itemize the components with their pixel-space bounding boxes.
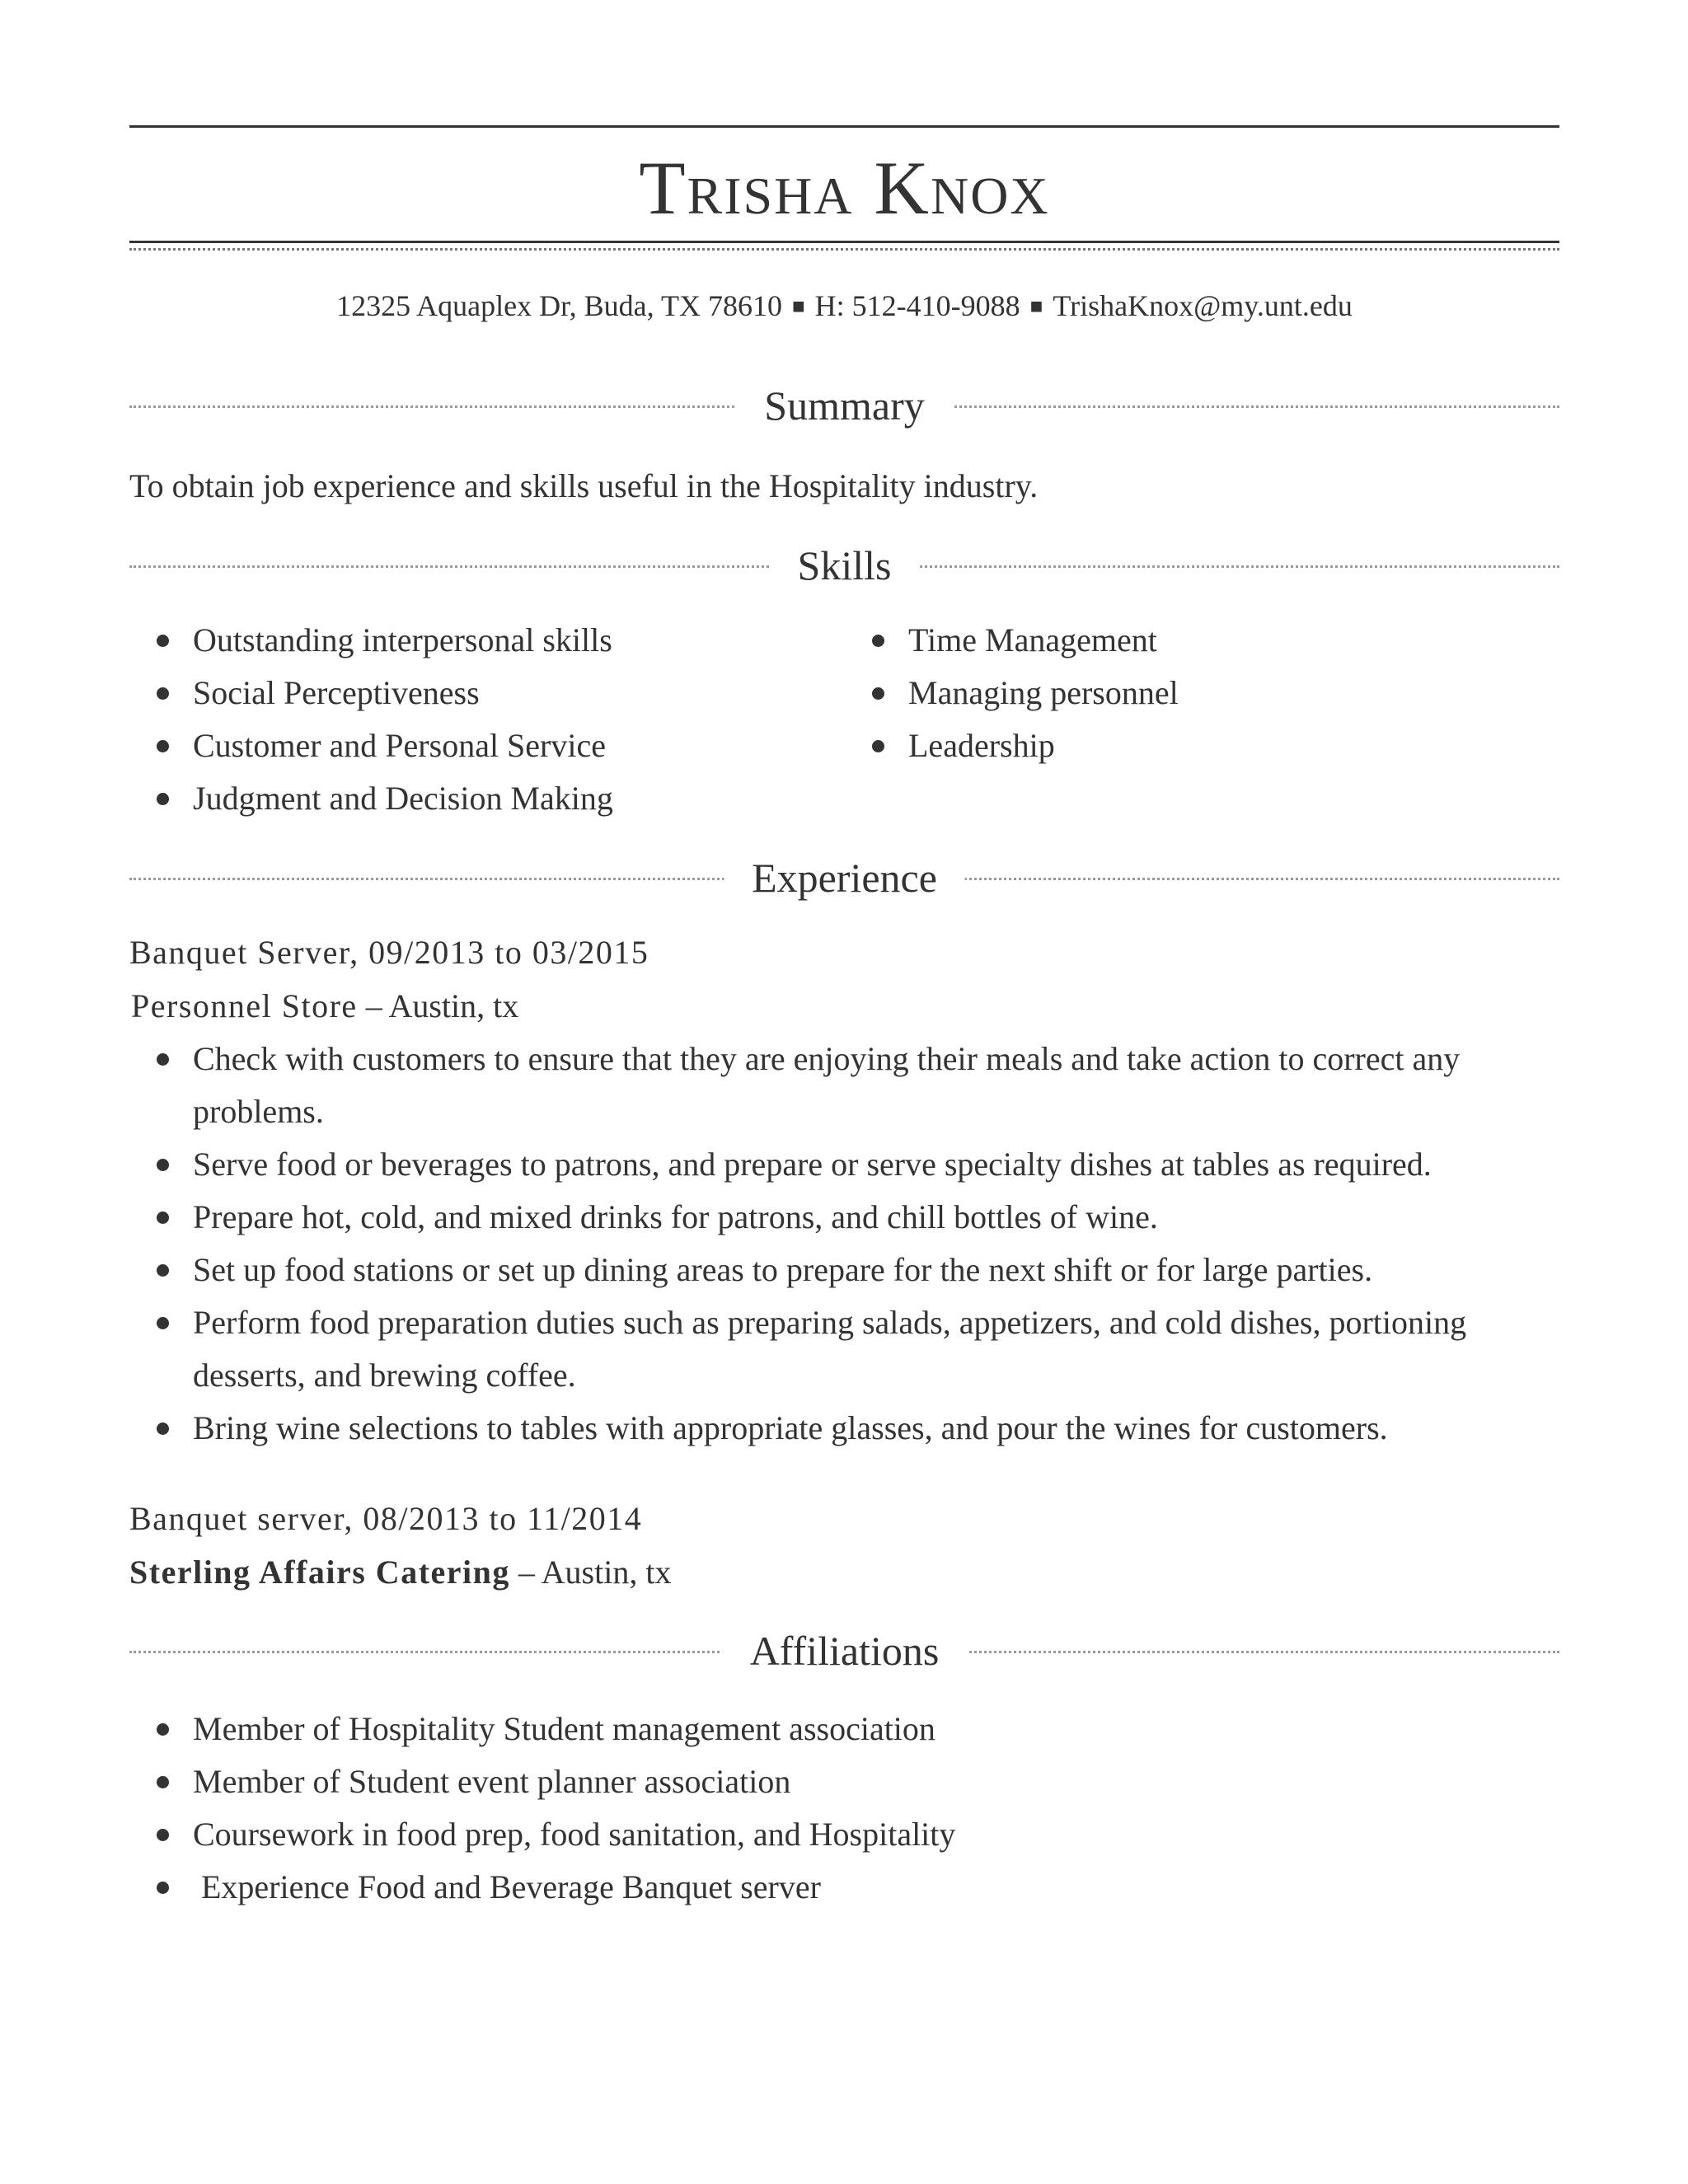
affiliation-item: Experience Food and Beverage Banquet server: [129, 1861, 1559, 1914]
skills-heading: [129, 541, 1559, 590]
employer-line: [131, 980, 518, 1033]
bullet-icon: [157, 687, 169, 700]
skill-item: Social Perceptiveness: [129, 667, 838, 719]
duty-item: Perform food preparation duties such as preparing salads, appetizers, and cold dishes, portioning desserts, and brewing coffee.: [129, 1296, 1559, 1402]
duty-item: Set up food stations or set up dining areas to prepare for the next shift or for large parties.: [129, 1244, 1559, 1296]
email: TrishaKnox@my.unt.edu: [1053, 289, 1353, 322]
bullet-icon: [872, 740, 884, 752]
affiliation-item: Member of Hospitality Student management association: [129, 1703, 1559, 1755]
summary-text: To obtain job experience and skills useful in the Hospitality industry.: [129, 467, 1039, 504]
bullet-icon: [157, 1882, 169, 1894]
job-location: – Austin, tx: [509, 1554, 672, 1591]
bullet-icon: [157, 1212, 169, 1224]
section-title: Experience: [724, 853, 965, 902]
skill-item: Judgment and Decision Making: [129, 772, 838, 825]
bullet-icon: [157, 793, 169, 805]
company-name: Sterling Affairs Catering: [129, 1554, 510, 1591]
experience-heading: [129, 853, 1559, 902]
contact-line: [129, 286, 1559, 329]
header-bottom-dotted-rule: [129, 248, 1559, 251]
employer-line: [129, 1546, 671, 1599]
skill-item: Leadership: [845, 719, 1554, 772]
bullet-icon: [872, 635, 884, 647]
duty-item: Check with customers to ensure that they are enjoying their meals and take action to correct any problems.: [129, 1033, 1559, 1138]
bullet-icon: [157, 635, 169, 647]
section-title: Affiliations: [722, 1626, 968, 1675]
skills-list-left: [129, 614, 838, 825]
bullet-icon: [157, 1159, 169, 1171]
bullet-icon: [157, 1317, 169, 1329]
header-top-rule: [129, 125, 1559, 128]
bullet-icon: [157, 1776, 169, 1788]
affiliations-list: [129, 1703, 1559, 1914]
duty-item: Bring wine selections to tables with appropriate glasses, and pour the wines for customers.: [129, 1402, 1559, 1455]
skill-item: Outstanding interpersonal skills: [129, 614, 838, 667]
skill-item: Managing personnel: [845, 667, 1554, 719]
job-title-line: Banquet server, 08/2013 to 11/2014: [129, 1500, 643, 1537]
skill-item: Time Management: [845, 614, 1554, 667]
affiliations-heading: [129, 1626, 1559, 1675]
skill-item: Customer and Personal Service: [129, 719, 838, 772]
job-duties-list: [129, 1033, 1559, 1455]
duty-item: Serve food or beverages to patrons, and prepare or serve specialty dishes at tables as required.: [129, 1138, 1559, 1191]
job-location: – Austin, tx: [357, 987, 519, 1024]
skills-list-right: [845, 614, 1554, 772]
bullet-icon: [157, 740, 169, 752]
company-name: Personnel Store: [131, 987, 358, 1024]
bullet-icon: [157, 1053, 169, 1066]
bullet-icon: [157, 1264, 169, 1277]
bullet-icon: [157, 1422, 169, 1435]
contact-separator: ■: [791, 294, 805, 318]
address: 12325 Aquaplex Dr, Buda, TX 78610: [336, 289, 782, 322]
bullet-icon: [157, 1723, 169, 1736]
summary-heading: [129, 381, 1559, 430]
phone: H: 512-410-9088: [814, 289, 1020, 322]
bullet-icon: [872, 687, 884, 700]
header-bottom-rule: [129, 241, 1559, 243]
section-title: Summary: [736, 381, 952, 430]
duty-item: Prepare hot, cold, and mixed drinks for patrons, and chill bottles of wine.: [129, 1191, 1559, 1244]
job-title-line: Banquet Server, 09/2013 to 03/2015: [129, 934, 649, 971]
contact-separator: ■: [1029, 294, 1043, 318]
affiliation-item: Coursework in food prep, food sanitation, and Hospitality: [129, 1808, 1559, 1861]
candidate-name: Trisha Knox: [639, 146, 1050, 230]
section-title: Skills: [770, 541, 920, 590]
affiliation-item: Member of Student event planner association: [129, 1755, 1559, 1808]
bullet-icon: [157, 1829, 169, 1841]
